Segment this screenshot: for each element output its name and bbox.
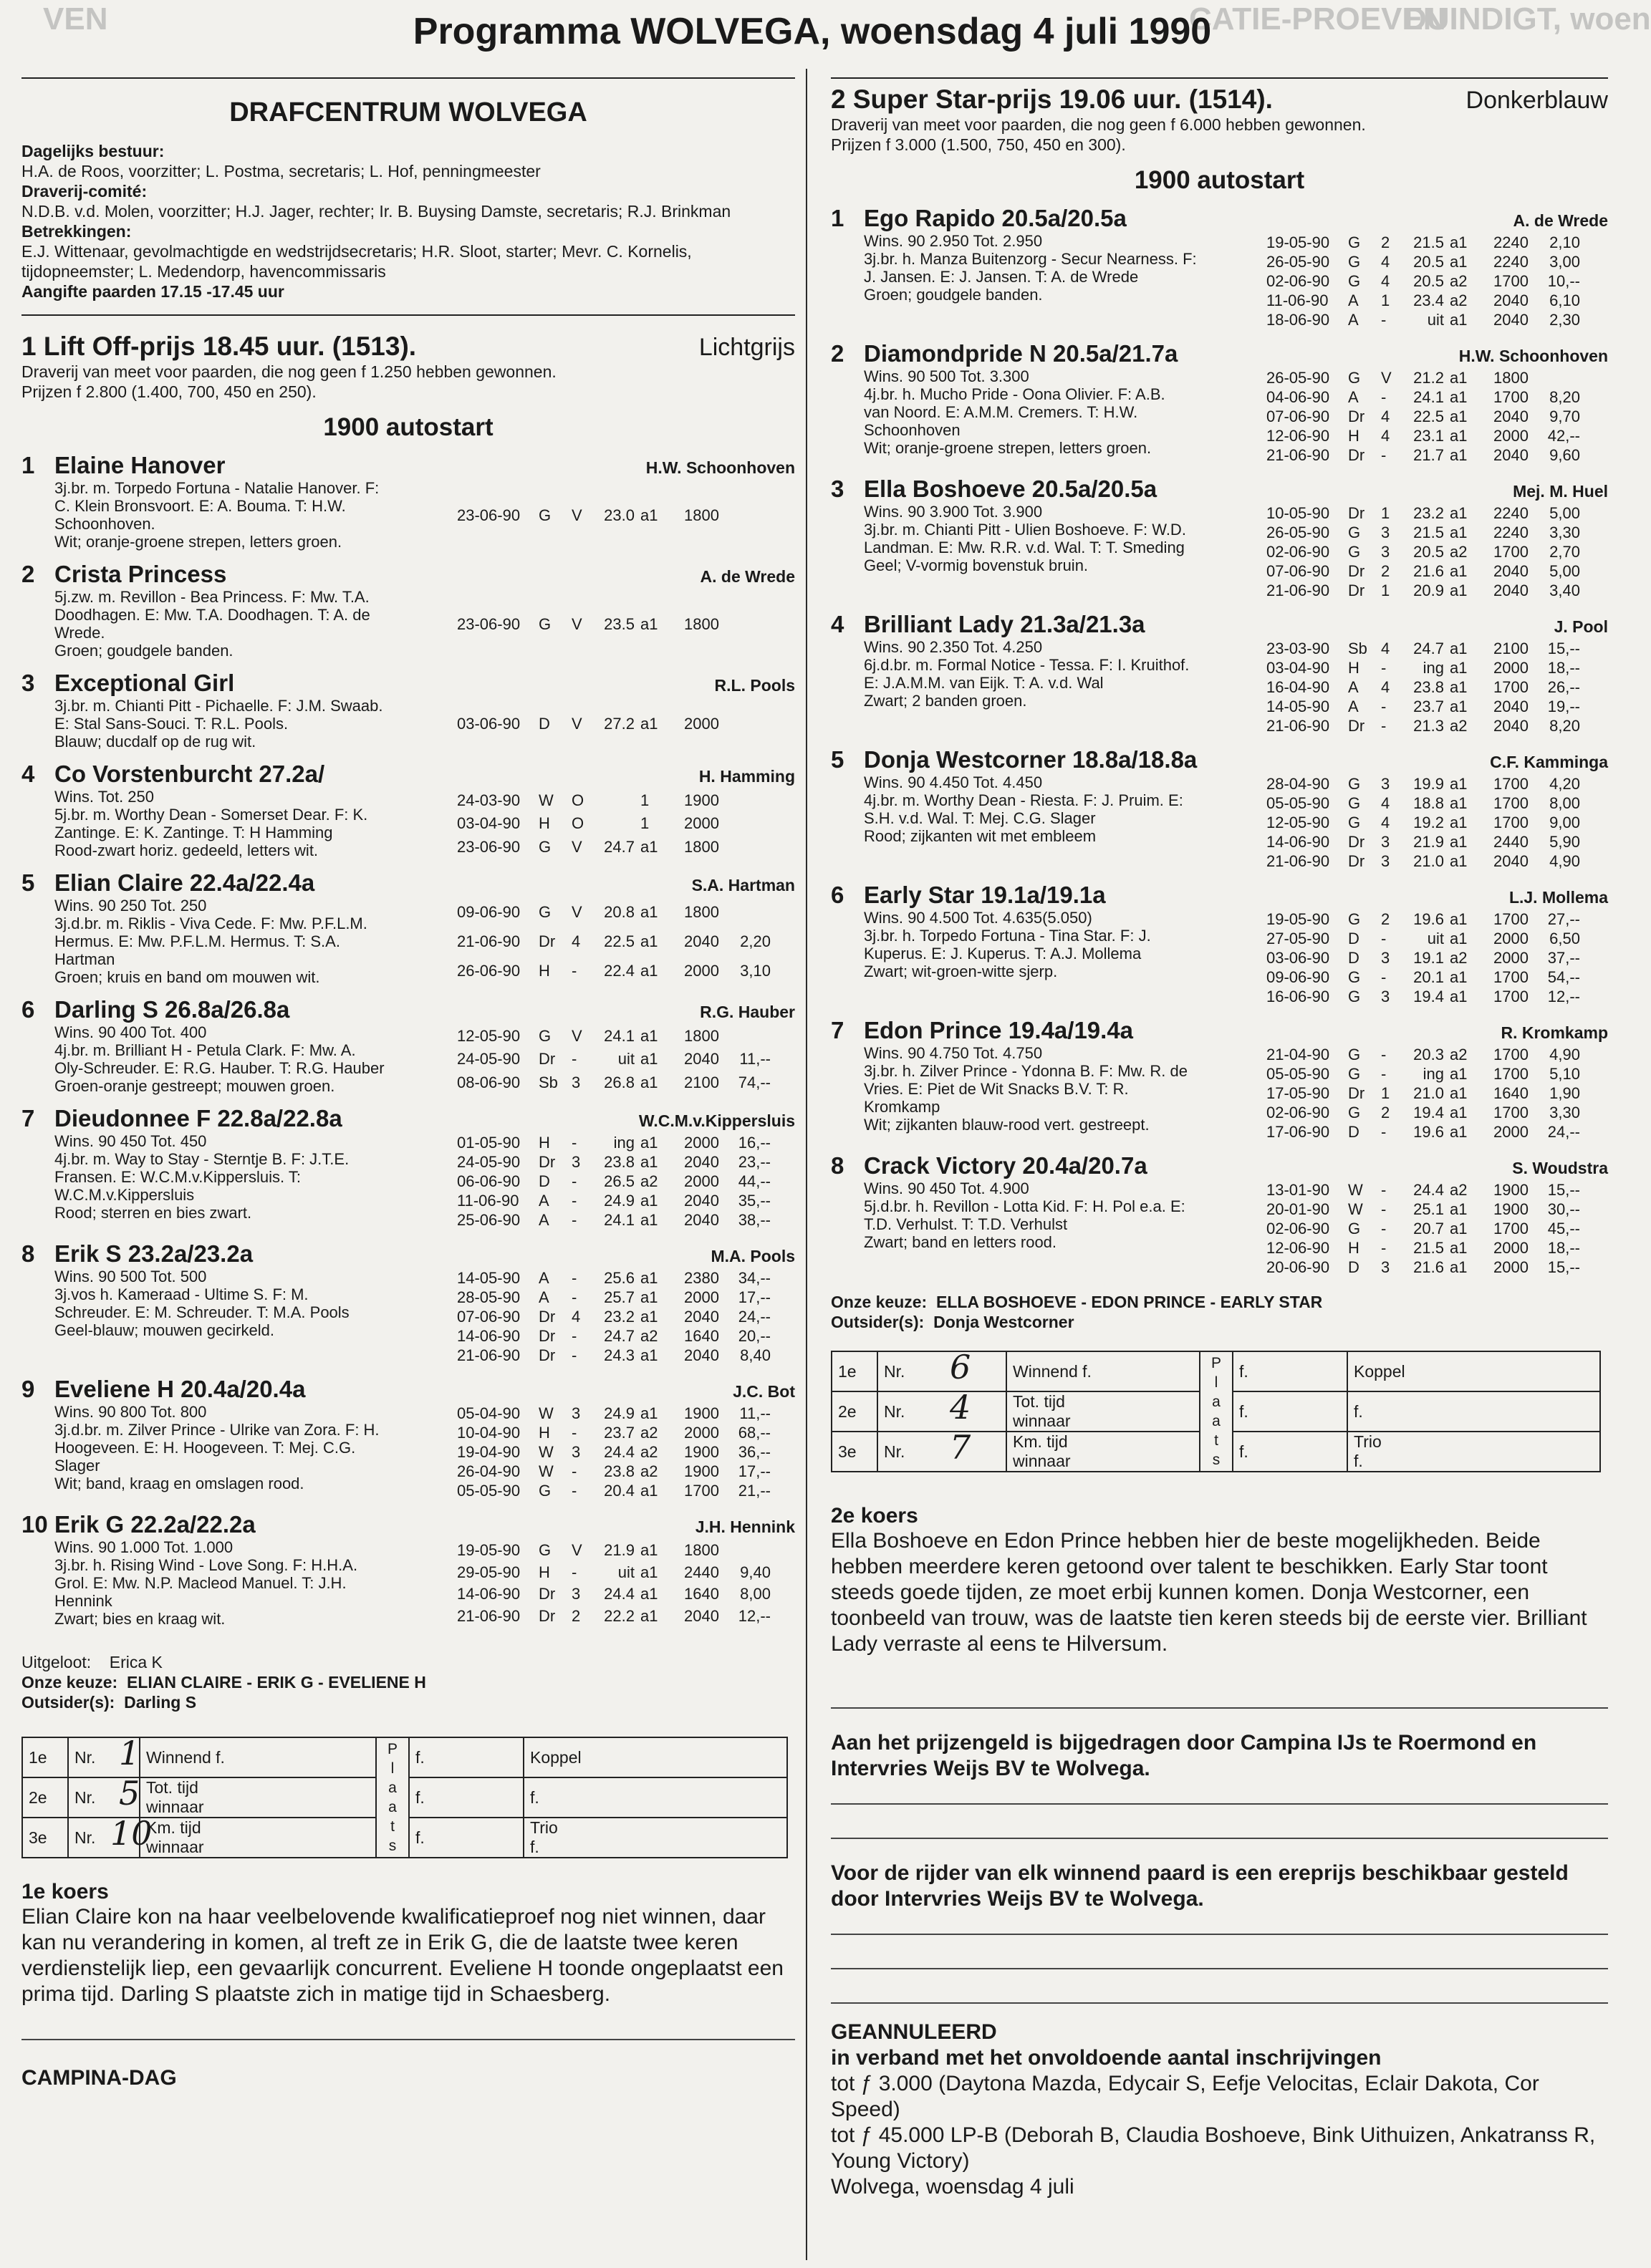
performance-row: 19-05-90 G V 21.9 a1 1800 — [457, 1540, 719, 1559]
trainer-name: S.A. Hartman — [691, 876, 795, 894]
trainer-name: A. de Wrede — [1513, 211, 1608, 230]
performance-row: 14-06-90 Dr - 24.7 a2 1640 20,-- — [457, 1327, 771, 1345]
right-column — [831, 77, 1608, 2200]
race-2-distance: 1900 autostart — [1134, 166, 1305, 194]
performance-table — [456, 1538, 776, 1628]
performance-row: 03-06-90 D 3 19.1 a2 2000 37,-- — [1266, 949, 1580, 967]
performance-row: 07-06-90 Dr 2 21.6 a1 2040 5,00 — [1266, 562, 1580, 580]
horse-name: 6 Early Star 19.1a/19.1a — [831, 882, 1106, 908]
horse-entry — [831, 746, 1608, 872]
performance-row: 19-04-90 W 3 24.4 a2 1900 36,-- — [457, 1443, 771, 1461]
horse-entry — [831, 340, 1608, 465]
race-1-preview-text: Elian Claire kon na haar veelbelovende kwalificatieproef nog niet winnen, daar kan nu verandering in komen, al treft ze in Erik G, die de laatste twee keren verdienstelijk liep, een gevaarlijk concurrent. Eveliene H toonde ongeplaatst een prima tijd. Darling S plaatste zich in matige tijd in Schaesberg. — [21, 1905, 784, 2006]
trainer-name: S. Woudstra — [1512, 1159, 1608, 1177]
performance-row: 26-05-90 G 3 21.5 a1 2240 3,30 — [1266, 523, 1580, 541]
performance-row: 14-05-90 A - 25.6 a1 2380 34,-- — [457, 1269, 771, 1287]
performance-row: 14-06-90 Dr 3 24.4 a1 1640 8,00 — [457, 1585, 771, 1603]
trainer-name: H.W. Schoonhoven — [1458, 347, 1608, 365]
horse-entry — [21, 561, 795, 660]
horse-entry — [831, 1017, 1608, 1142]
horse-description: Wins. 90 250 Tot. 250 3j.d.br. m. Riklis - Viva Cede. F: Mw. P.F.L.M. Hermus. E: Mw. P.F.L.M. Hermus. T: S.A. Hartman Groen; kruis en band om mouwen wit. — [54, 897, 367, 986]
trainer-name: W.C.M.v.Kippersluis — [638, 1111, 795, 1130]
race-2-preview-title: 2e koers — [831, 1504, 918, 1528]
performance-row: 02-06-90 G - 20.7 a1 1700 45,-- — [1266, 1220, 1580, 1237]
performance-row: 13-01-90 W - 24.4 a2 1900 15,-- — [1266, 1181, 1580, 1199]
race-2-preview-text: Ella Boshoeve en Edon Prince hebben hier de beste mogelijkheden. Beide hebben meerdere keren getoond over talent te beschikken. Early Star toont steeds goede tijden, ze moet erbij kunnen komen. Donja Westcorner, een toonbeeld van trouw, was de laatste tien keren steeds bij de eerste vier. Brilliant Lady verraste al eens te Hilversum. — [831, 1529, 1587, 1656]
performance-row: 26-04-90 W - 23.8 a2 1900 17,-- — [457, 1462, 771, 1480]
horse-name: 7 Dieudonnee F 22.8a/22.8a — [21, 1105, 342, 1131]
race-1-picks: Uitgeloot: Erica K Onze keuze: ELIAN CLAIRE - ERIK G - EVELIENE H Outsider(s): Darling S — [21, 1653, 426, 1712]
performance-row: 23-06-90 G V 24.7 a1 1800 — [457, 838, 719, 856]
performance-row: 05-04-90 W 3 24.9 a1 1900 11,-- — [457, 1404, 771, 1422]
horse-description: Wins. 90 4.500 Tot. 4.635(5.050) 3j.br. h. Torpedo Fortuna - Tina Star. F: J. Kuperus. E: J. Kuperus. T: A.J. Mollema Zwart; wit-groen-witte sjerp. — [864, 909, 1151, 980]
performance-row: 16-06-90 G 3 19.4 a1 1700 12,-- — [1266, 988, 1580, 1005]
race-2-bet-form: 1e Nr. 6 Winnend f. P l a a t s f. Koppel 2e Nr. 4 Tot. tijd winnaar f. f. 3e Nr. 7 Km. tijd winnaar f. Trio f. — [831, 1351, 1601, 1472]
performance-row: 10-05-90 Dr 1 23.2 a1 2240 5,00 — [1266, 504, 1580, 522]
performance-row: 17-06-90 D - 19.6 a1 2000 24,-- — [1266, 1123, 1580, 1141]
performance-row: 11-06-90 A - 24.9 a1 2040 35,-- — [457, 1192, 771, 1210]
performance-row: 12-05-90 G 4 19.2 a1 1700 9,00 — [1266, 814, 1580, 831]
performance-row: 21-06-90 Dr - 21.7 a1 2040 9,60 — [1266, 446, 1580, 464]
cancelled-races: GEANNULEERD in verband met het onvoldoende aantal inschrijvingen tot ƒ 3.000 (Daytona Mazda, Edycair S, Eefje Velocitas, Eclair Dakota, Cor Speed) tot ƒ 45.000 LP-B (Deborah B, Claudia Boshoeve, Bink Uithuizen, Ankatranss R, Young Victory) Wolvega, woensdag 4 juli — [831, 2020, 1596, 2199]
horse-description: Wins. 90 500 Tot. 500 3j.vos h. Kameraad - Ultime S. F: M. Schreuder. E: M. Schreuder. T: M.A. Pools Geel-blauw; mouwen gecirkeld. — [54, 1268, 350, 1339]
race-1-bet-form: 1e Nr. 1 Winnend f. P l a a t s f. Koppel 2e Nr. 5 Tot. tijd winnaar f. f. 3e Nr. 10 Km. tijd winnaar f. Trio f. — [21, 1737, 788, 1858]
performance-table — [1265, 1179, 1586, 1278]
performance-row: 24-03-90 W O 1 1900 — [457, 791, 719, 809]
horse-name: 8 Crack Victory 20.4a/20.7a — [831, 1152, 1147, 1179]
horse-description: Wins. 90 800 Tot. 800 3j.d.br. m. Zilver Prince - Ulrike van Zora. F: H. Hoogeveen. E: H. Hoogeveen. T: Mej. C.G. Slager Wit; band, kraag en omslagen rood. — [54, 1403, 380, 1492]
horse-description: Wins. 90 450 Tot. 4.900 5j.d.br. h. Revillon - Lotta Kid. F: H. Pol e.a. E: T.D. Verhulst. T: T.D. Verhulst Zwart; band en letters rood. — [864, 1179, 1185, 1251]
performance-row: 12-06-90 H 4 23.1 a1 2000 42,-- — [1266, 427, 1580, 445]
race-2-entries — [831, 205, 1608, 1278]
horse-name: 1 Elaine Hanover — [21, 452, 226, 478]
performance-row: 21-06-90 Dr 4 22.5 a1 2040 2,20 — [457, 932, 771, 950]
horse-entry — [21, 670, 795, 751]
column-divider — [806, 69, 807, 2260]
horse-description: 5j.zw. m. Revillon - Bea Princess. F: Mw. T.A. Doodhagen. E: Mw. T.A. Doodhagen. T: A. de Wrede. Groen; goudgele banden. — [54, 588, 370, 660]
horse-entry — [21, 452, 795, 551]
trainer-name: R.L. Pools — [714, 676, 795, 695]
page-title: Programma WOLVEGA, woensdag 4 juli 1990 — [413, 11, 1212, 52]
performance-row: 28-05-90 A - 25.7 a1 2000 17,-- — [457, 1288, 771, 1306]
performance-row: 26-05-90 G V 21.2 a1 1800 — [1266, 369, 1529, 387]
performance-row: 01-05-90 H - ing a1 2000 16,-- — [457, 1134, 771, 1152]
horse-entry — [21, 996, 795, 1095]
performance-row: 20-06-90 D 3 21.6 a1 2000 15,-- — [1266, 1258, 1580, 1276]
performance-row: 21-06-90 Dr 2 22.2 a1 2040 12,-- — [457, 1607, 771, 1626]
horse-description: Wins. 90 3.900 Tot. 3.900 3j.br. m. Chianti Pitt - Ulien Boshoeve. F: W.D. Landman. E: Mw. R.R. v.d. Wal. T: T. Smeding Geel; V-vormig bovenstuk bruin. — [864, 503, 1186, 574]
performance-table — [1265, 909, 1586, 1007]
plaats-column: P l a a t s — [376, 1737, 409, 1858]
ereprijs-note: Voor de rijder van elk winnend paard is een ereprijs beschikbaar gesteld door Intervries Weijs BV te Wolvega. — [831, 1861, 1569, 1911]
race-2-header — [831, 85, 1608, 115]
trainer-name: A. de Wrede — [700, 567, 795, 586]
performance-row: 07-06-90 Dr 4 23.2 a1 2040 24,-- — [457, 1308, 771, 1326]
performance-table — [456, 1268, 776, 1366]
performance-row: 24-05-90 Dr 3 23.8 a1 2040 23,-- — [457, 1153, 771, 1171]
handwritten-pick-2: 4 — [950, 1388, 971, 1427]
trainer-name: J.C. Bot — [733, 1382, 795, 1401]
performance-row: 26-06-90 H - 22.4 a1 2000 3,10 — [457, 962, 771, 980]
horse-entry — [21, 1105, 795, 1230]
org-title: DRAFCENTRUM WOLVEGA — [229, 97, 587, 127]
horse-description: 3j.br. m. Torpedo Fortuna - Natalie Hanover. F: C. Klein Bronsvoort. E: A. Bouma. T: H.W. Schoonhoven. Wit; oranje-groene strepen, letters groen. — [54, 479, 380, 551]
performance-row: 18-06-90 A - uit a1 2040 2,30 — [1266, 311, 1580, 329]
trainer-name: R. Kromkamp — [1501, 1023, 1608, 1042]
horse-entry — [21, 1376, 795, 1501]
performance-table — [456, 897, 776, 986]
trainer-name: M.A. Pools — [711, 1247, 795, 1265]
performance-row: 16-04-90 A 4 23.8 a1 1700 26,-- — [1266, 678, 1580, 696]
horse-description: Wins. 90 1.000 Tot. 1.000 3j.br. h. Rising Wind - Love Song. F: H.H.A. Grol. E: Mw. N.P. Macleod Manuel. T: J.H. Hennink Zwart; bies en kraag wit. — [54, 1538, 358, 1628]
performance-table — [456, 1403, 776, 1501]
performance-row: 02-06-90 G 4 20.5 a2 1700 10,-- — [1266, 272, 1580, 290]
performance-row: 23-06-90 G V 23.5 a1 1800 — [457, 614, 719, 633]
horse-entry — [21, 1511, 795, 1628]
horse-name: 1 Ego Rapido 20.5a/20.5a — [831, 205, 1127, 231]
race-1-conditions: Draverij van meet voor paarden, die nog geen f 1.250 hebben gewonnen. Prijzen f 2.800 (1.400, 700, 450 en 250). — [21, 362, 557, 401]
horse-description: Wins. Tot. 250 5j.br. m. Worthy Dean - Somerset Dear. F: K. Zantinge. E: K. Zantinge. T: H Hamming Rood-zwart horiz. gedeeld, letters wit. — [54, 788, 368, 859]
race-1-entries — [21, 452, 795, 1628]
horse-name: 4 Co Vorstenburcht 27.2a/ — [21, 761, 325, 787]
performance-row: 12-06-90 H - 21.5 a1 2000 18,-- — [1266, 1239, 1580, 1257]
handwritten-pick-3: 7 — [950, 1428, 971, 1467]
performance-table — [456, 1023, 776, 1095]
performance-row: 20-01-90 W - 25.1 a1 1900 30,-- — [1266, 1200, 1580, 1218]
org-info: Dagelijks bestuur: H.A. de Roos, voorzitter; L. Postma, secretaris; L. Hof, penningmeester Draverij-comité: N.D.B. v.d. Molen, voorzitter; H.J. Jager, rechter; Ir. B. Buysing Damste, secretaris; R.J. Brinkman Betrekkingen: E.J. Wittenaar, gevolmachtigde en wedstrijdsecretaris; H.R. Sloot, starter; Mevr. C. Kornelis, tijdopneemster; L. Medendorp, havencommissaris Aangifte paarden 17.15 -17.45 uur — [21, 142, 731, 301]
horse-name: 9 Eveliene H 20.4a/20.4a — [21, 1376, 306, 1402]
performance-table — [1265, 232, 1586, 330]
trainer-name: H.W. Schoonhoven — [645, 458, 795, 477]
horse-entry — [831, 882, 1608, 1007]
performance-table — [1265, 773, 1586, 872]
performance-table — [456, 697, 776, 751]
performance-row: 23-03-90 Sb 4 24.7 a1 2100 15,-- — [1266, 640, 1580, 657]
bleed-through-text-mid: CATIE-PROEVEN — [1189, 1, 1446, 37]
performance-row: 05-05-90 G - ing a1 1700 5,10 — [1266, 1065, 1580, 1083]
horse-entry — [21, 869, 795, 986]
handwritten-pick-1: 1 — [119, 1734, 140, 1772]
trainer-name: Mej. M. Huel — [1513, 482, 1608, 501]
footer-campina-dag: CAMPINA-DAG — [21, 2066, 177, 2090]
horse-name: 6 Darling S 26.8a/26.8a — [21, 996, 290, 1023]
performance-row: 05-05-90 G 4 18.8 a1 1700 8,00 — [1266, 794, 1580, 812]
race-1-color: Lichtgrijs — [698, 334, 795, 361]
performance-row: 12-05-90 G V 24.1 a1 1800 — [457, 1026, 719, 1045]
sponsor-note: Aan het prijzengeld is bijgedragen door Campina IJs te Roermond en Intervries Weijs BV te Wolvega. — [831, 1731, 1537, 1780]
performance-row: 27-05-90 D - uit a1 2000 6,50 — [1266, 930, 1580, 947]
trainer-name: R.G. Hauber — [700, 1003, 795, 1021]
performance-row: 06-06-90 D - 26.5 a2 2000 44,-- — [457, 1172, 771, 1190]
performance-row: 02-06-90 G 2 19.4 a1 1700 3,30 — [1266, 1104, 1580, 1121]
horse-name: 5 Donja Westcorner 18.8a/18.8a — [831, 746, 1198, 773]
performance-row: 24-05-90 Dr - uit a1 2040 11,-- — [457, 1050, 771, 1068]
performance-table — [1265, 638, 1586, 736]
performance-row: 14-05-90 A - 23.7 a1 2040 19,-- — [1266, 698, 1580, 715]
performance-row: 28-04-90 G 3 19.9 a1 1700 4,20 — [1266, 775, 1580, 793]
horse-entry — [831, 205, 1608, 330]
performance-row: 10-04-90 H - 23.7 a2 2000 68,-- — [457, 1424, 771, 1442]
bleed-through-text-left: VEN — [43, 1, 108, 37]
horse-description: Wins. 90 4.750 Tot. 4.750 3j.br. h. Zilver Prince - Ydonna B. F: Mw. R. de Vries. E: Piet de Wit Snacks B.V. T: R. Kromkamp Wit; zijkanten blauw-rood vert. gestreept. — [864, 1044, 1188, 1134]
horse-name: 7 Edon Prince 19.4a/19.4a — [831, 1017, 1134, 1043]
race-2-title: 2 Super Star-prijs 19.06 uur. (1514). — [831, 85, 1273, 114]
trainer-name: J.H. Hennink — [695, 1517, 795, 1536]
trainer-name: C.F. Kamminga — [1490, 753, 1608, 771]
performance-row: 21-06-90 Dr - 21.3 a2 2040 8,20 — [1266, 717, 1580, 735]
horse-description: Wins. 90 400 Tot. 400 4j.br. m. Brilliant H - Petula Clark. F: Mw. A. Oly-Schreuder. E: R.G. Hauber. T: R.G. Hauber Groen-oranje gestreept; mouwen groen. — [54, 1023, 385, 1095]
performance-row: 02-06-90 G 3 20.5 a2 1700 2,70 — [1266, 543, 1580, 561]
performance-row: 26-05-90 G 4 20.5 a1 2240 3,00 — [1266, 253, 1580, 271]
race-2-picks: Onze keuze: ELLA BOSHOEVE - EDON PRINCE - EARLY STAR Outsider(s): Donja Westcorner — [831, 1293, 1323, 1331]
trainer-name: H. Hamming — [698, 767, 795, 786]
performance-row: 03-04-90 H - ing a1 2000 18,-- — [1266, 659, 1580, 677]
performance-row: 25-06-90 A - 24.1 a1 2040 38,-- — [457, 1211, 771, 1229]
trainer-name: L.J. Mollema — [1508, 888, 1608, 907]
race-1-distance: 1900 autostart — [323, 413, 494, 441]
performance-table — [456, 788, 776, 859]
plaats-column: P l a a t s — [1200, 1351, 1233, 1472]
performance-row: 23-06-90 G V 23.0 a1 1800 — [457, 506, 719, 524]
horse-name: 2 Crista Princess — [21, 561, 227, 587]
handwritten-pick-1: 6 — [950, 1348, 971, 1386]
performance-table — [456, 1132, 776, 1230]
horse-name: 5 Elian Claire 22.4a/22.4a — [21, 869, 315, 896]
handwritten-pick-2: 5 — [119, 1774, 140, 1813]
race-1-preview-title: 1e koers — [21, 1880, 109, 1903]
horse-name: 8 Erik S 23.2a/23.2a — [21, 1240, 254, 1267]
horse-name: 3 Exceptional Girl — [21, 670, 235, 696]
performance-row: 09-06-90 G - 20.1 a1 1700 54,-- — [1266, 968, 1580, 986]
horse-description: Wins. 90 500 Tot. 3.300 4j.br. h. Mucho Pride - Oona Olivier. F: A.B. van Noord. E: A.M.M. Cremers. T: H.W. Schoonhoven Wit; oranje-groene strepen, letters groen. — [864, 367, 1165, 457]
performance-row: 21-06-90 Dr - 24.3 a1 2040 8,40 — [457, 1346, 771, 1364]
horse-name: 2 Diamondpride N 20.5a/21.7a — [831, 340, 1178, 367]
performance-row: 09-06-90 G V 20.8 a1 1800 — [457, 903, 719, 921]
performance-row: 19-05-90 G 2 21.5 a1 2240 2,10 — [1266, 233, 1580, 251]
performance-row: 11-06-90 A 1 23.4 a2 2040 6,10 — [1266, 291, 1580, 309]
horse-name: 3 Ella Boshoeve 20.5a/20.5a — [831, 476, 1157, 502]
performance-row: 14-06-90 Dr 3 21.9 a1 2440 5,90 — [1266, 833, 1580, 851]
race-1-header — [21, 332, 795, 362]
performance-row: 04-06-90 A - 24.1 a1 1700 8,20 — [1266, 388, 1580, 406]
race-2-color: Donkerblauw — [1465, 87, 1608, 114]
performance-row: 29-05-90 H - uit a1 2440 9,40 — [457, 1563, 771, 1581]
trainer-name: J. Pool — [1554, 617, 1608, 636]
horse-name: 4 Brilliant Lady 21.3a/21.3a — [831, 611, 1145, 637]
horse-entry — [21, 1240, 795, 1366]
horse-name: 10 Erik G 22.2a/22.2a — [21, 1511, 256, 1538]
horse-description: Wins. 90 450 Tot. 450 4j.br. m. Way to Stay - Sterntje B. F: J.T.E. Fransen. E: W.C.M.v.Kippersluis. T: W.C.M.v.Kippersluis Rood; sterren en bies zwart. — [54, 1132, 350, 1222]
performance-row: 17-05-90 Dr 1 21.0 a1 1640 1,90 — [1266, 1084, 1580, 1102]
horse-entry — [831, 611, 1608, 736]
race-2-conditions: Draverij van meet voor paarden, die nog geen f 6.000 hebben gewonnen. Prijzen f 3.000 (1.500, 750, 450 en 300). — [831, 115, 1366, 154]
performance-table — [1265, 503, 1586, 601]
horse-description: Wins. 90 2.350 Tot. 4.250 6j.d.br. m. Formal Notice - Tessa. F: I. Kruithof. E: J.A.M.M. van Eijk. T: A. v.d. Wal Zwart; 2 banden groen. — [864, 638, 1190, 710]
performance-row: 19-05-90 G 2 19.6 a1 1700 27,-- — [1266, 910, 1580, 928]
horse-description: 3j.br. m. Chianti Pitt - Pichaelle. F: J.M. Swaab. E: Stal Sans-Souci. T: R.L. Pools. Blauw; ducdalf op de rug wit. — [54, 697, 383, 751]
performance-row: 03-06-90 D V 27.2 a1 2000 — [457, 715, 719, 733]
handwritten-pick-3: 10 — [110, 1814, 153, 1853]
horse-description: Wins. 90 2.950 Tot. 2.950 3j.br. h. Manza Buitenzorg - Secur Nearness. F: J. Jansen. E: J. Jansen. T: A. de Wrede Groen; goudgele banden. — [864, 232, 1197, 304]
performance-row: 21-04-90 G - 20.3 a2 1700 4,90 — [1266, 1046, 1580, 1063]
performance-table — [1265, 367, 1586, 465]
performance-table — [456, 588, 776, 660]
performance-table — [1265, 1044, 1586, 1142]
horse-entry — [831, 476, 1608, 601]
performance-row: 21-06-90 Dr 1 20.9 a1 2040 3,40 — [1266, 582, 1580, 599]
horse-entry — [21, 761, 795, 859]
performance-row: 21-06-90 Dr 3 21.0 a1 2040 4,90 — [1266, 852, 1580, 870]
race-1-title: 1 Lift Off-prijs 18.45 uur. (1513). — [21, 332, 417, 361]
horse-entry — [831, 1152, 1608, 1278]
performance-table — [456, 479, 776, 551]
horse-description: Wins. 90 4.450 Tot. 4.450 4j.br. m. Worthy Dean - Riesta. F: J. Pruim. E: S.H. v.d. Wal. T: Mej. C.G. Slager Rood; zijkanten wit met embleem — [864, 773, 1183, 845]
performance-row: 05-05-90 G - 20.4 a1 1700 21,-- — [457, 1482, 771, 1500]
performance-row: 03-04-90 H O 1 2000 — [457, 814, 719, 833]
left-column — [21, 77, 795, 2090]
performance-row: 07-06-90 Dr 4 22.5 a1 2040 9,70 — [1266, 407, 1580, 425]
bleed-through-text-right: DUINDIGT, woen — [1404, 1, 1651, 37]
performance-row: 08-06-90 Sb 3 26.8 a1 2100 74,-- — [457, 1073, 771, 1092]
